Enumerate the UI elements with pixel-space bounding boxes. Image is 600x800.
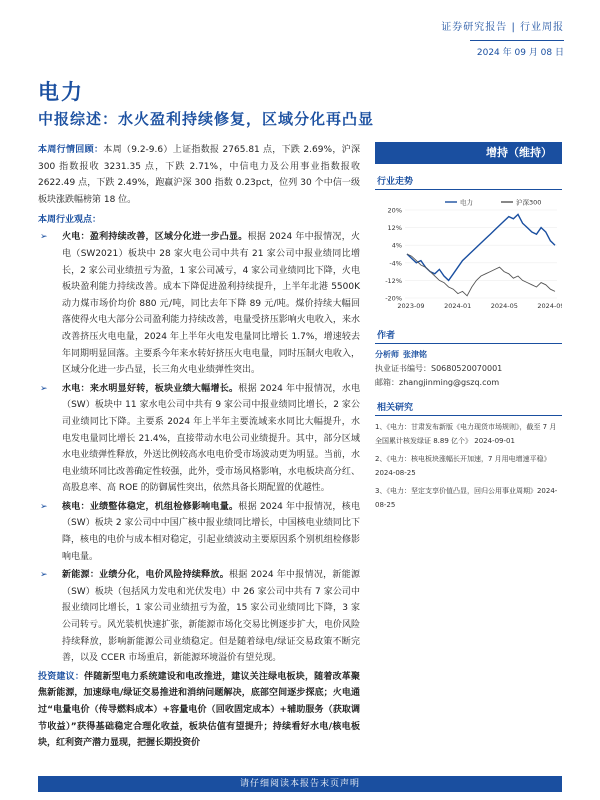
- footer-disclaimer: 请仔细阅读本报告末页声明: [38, 776, 562, 792]
- bullet-renewable: [38, 567, 360, 667]
- y-tick-label: 20%: [387, 206, 402, 215]
- license-number: 执业证书编号：S0680520070001: [375, 364, 503, 373]
- y-tick-label: 4%: [391, 241, 402, 250]
- x-tick-label: 2023-09: [397, 302, 425, 310]
- y-tick-label: -12%: [385, 276, 402, 285]
- header-divider: [470, 40, 564, 41]
- industry-name: 电力: [38, 80, 84, 104]
- bullet-arrow-icon: ➢: [40, 570, 48, 581]
- weekly-review-label: 本周行情回顾：: [38, 145, 104, 155]
- trend-title: 行业走势: [375, 172, 562, 190]
- bullet-nuclear: [38, 499, 360, 565]
- bullet-arrow-icon: ➢: [40, 501, 48, 512]
- related-title: 相关研究: [375, 398, 562, 416]
- y-tick-label: -4%: [389, 259, 402, 268]
- bullet-body: 根据 2024 年中报情况，核电（SW）板块 2 家公司中中国广核中报业绩同比增长，中国核电业绩同比下降，核电的电价与成本相对稳定，引起业绩波动主要原因系个别机组检修影响电量。: [62, 501, 360, 562]
- weekly-review: [38, 142, 360, 208]
- bullet-head: 火电：盈利持续改善，区域分化进一步凸显。: [62, 232, 248, 243]
- bullet-body: 根据 2024 年中报情况，水电（SW）板块中 11 家水电公司中共有 9 家公司中报业绩同比增长，2 家公司业绩同比下降。主要系 2024 年上半年主要流域来水同比大幅提升，水电发电量同比增长 21.4%，直接带动水电公司业绩提升。其中，部分区域水电业绩弹性释放，外送比例较高水电电价受市场波动更为明显。当前，水电业绩环同比改善确定性较强，此外，受市场风格影响，水电板块高分红、高股息率、高 ROE 的防御属性突出，依然具备长期配置的优越性。: [62, 383, 360, 494]
- x-tick-label: 2024-01: [444, 302, 472, 310]
- bullet-head: 新能源：业绩分化，电价风险持续释放。: [62, 570, 230, 581]
- legend-label: 电力: [460, 198, 473, 207]
- related-item[interactable]: 1、《电力：甘肃发布新版《电力现货市场规则》，截至 7 月全国累计核发绿证 8.89 亿个》 2024-09-01: [375, 423, 557, 445]
- bullet-head: 水电：来水明显好转，板块业绩大幅增长。: [62, 383, 239, 394]
- y-tick-label: -20%: [385, 294, 402, 303]
- report-title: 中报综述：水火盈利持续修复，区域分化再凸显: [38, 110, 375, 128]
- rating-badge: 增持（维持）: [375, 142, 562, 164]
- bullet-hydro: [38, 381, 360, 497]
- focus-label: 本周行业观点：: [38, 215, 102, 226]
- analyst-name: 张津铭: [403, 350, 427, 359]
- x-tick-label: 2024-09: [537, 302, 562, 310]
- related-item[interactable]: 3、《电力：坚定支享价值凸显，回归公用事业周期》2024-08-25: [375, 487, 558, 509]
- investment-advice: [38, 669, 360, 752]
- bullet-arrow-icon: ➢: [40, 232, 48, 243]
- legend-label: 沪深300: [516, 198, 542, 207]
- analyst-label: 分析师: [375, 350, 399, 359]
- analyst-email[interactable]: 邮箱：zhangjinming@gszq.com: [375, 378, 500, 387]
- weekly-review-text: 本周（9.2-9.6）上证指数报 2765.81 点，下跌 2.69%，沪深 300 指数报收 3231.35 点，下跌 2.71%，中信电力及公用事业指数报收 2622.49 点，下跌 2.49%，跑赢沪深 300 指数 0.23pct，位列 30 个中信一级板块涨跌幅榜第 18 位。: [38, 145, 360, 205]
- main-column: [38, 142, 360, 752]
- related-item[interactable]: 2、《电力：核电板块涨幅长开加速，7 月用电增速平稳》2024-08-25: [375, 455, 551, 477]
- investment-label: 投资建议：: [38, 671, 85, 682]
- report-date: 2024 年 09 月 08 日: [476, 48, 564, 58]
- industry-trend-chart: [375, 194, 562, 314]
- bullet-head: 核电：业绩整体稳定，机组检修影响电量。: [62, 501, 239, 512]
- bullet-thermal: [38, 229, 360, 378]
- x-tick-label: 2024-05: [490, 302, 518, 310]
- y-tick-label: 12%: [387, 224, 402, 233]
- sidebar: [375, 142, 562, 512]
- bullet-body: 根据 2024 年中报情况，新能源（SW）板块（包括风力发电和光伏发电）中 26 家公司中共有 7 家公司中报业绩同比增长，1 家公司业绩扭亏为盈，15 家公司业绩同比下降，3 家公司转亏。风光装机快速扩张，新能源市场化交易比例逐步扩大，电价风险持续释放，影响新能源公司业绩稳定。但是随着绿电/绿证交易政策不断完善，以及 CCER 市场重启，新能源环境溢价有望兑现。: [62, 570, 360, 664]
- series-line-hs300: [407, 254, 555, 296]
- bullet-body: 根据 2024 年中报情况，火电（SW2021）板块中 28 家火电公司中共有 21 家公司中报业绩同比增长，2 家公司业绩扭亏为盈，1 家公司减亏，4 家公司业绩同比下降，火电板块盈利能力持续改善。成本下降促进盈利持续提升，上半年北港 5500K 动力煤市场价均价 880 元/吨，同比去年下降 89 元/吨。煤价持续大幅回落使得火电大部分公司盈利能力持续改善，电量受挤压影响火电收入，来水改善挤压火电电量，2024 年上半年火电发电量同比增长 1.7%，增速较去年同期明显回落。主要系今年来水转好挤压火电电量，同时压制火电收入，区域分化进一步凸显，长三角火电业绩弹性突出。: [62, 232, 360, 376]
- report-type: 证券研究报告 | 行业周报: [441, 22, 564, 33]
- investment-text: 伴随新型电力系统建设和电改推进，建议关注绿电板块，随着改革聚焦新能源，加速绿电/绿证交易推进和消纳问题解决，底部空间逐步探底；火电通过“电量电价（传导燃料成本）+容量电价（回收固定成本）+辅助服务（获取调节收益）”获得基础稳定合理化收益，板块估值有望提升；持续看好水电/核电板块，红利资产潜力显现，把握长期投资价: [38, 671, 360, 749]
- analyst-row: [375, 348, 562, 362]
- report-header: [441, 18, 564, 33]
- author-title: 作者: [375, 326, 562, 344]
- bullet-arrow-icon: ➢: [40, 383, 48, 394]
